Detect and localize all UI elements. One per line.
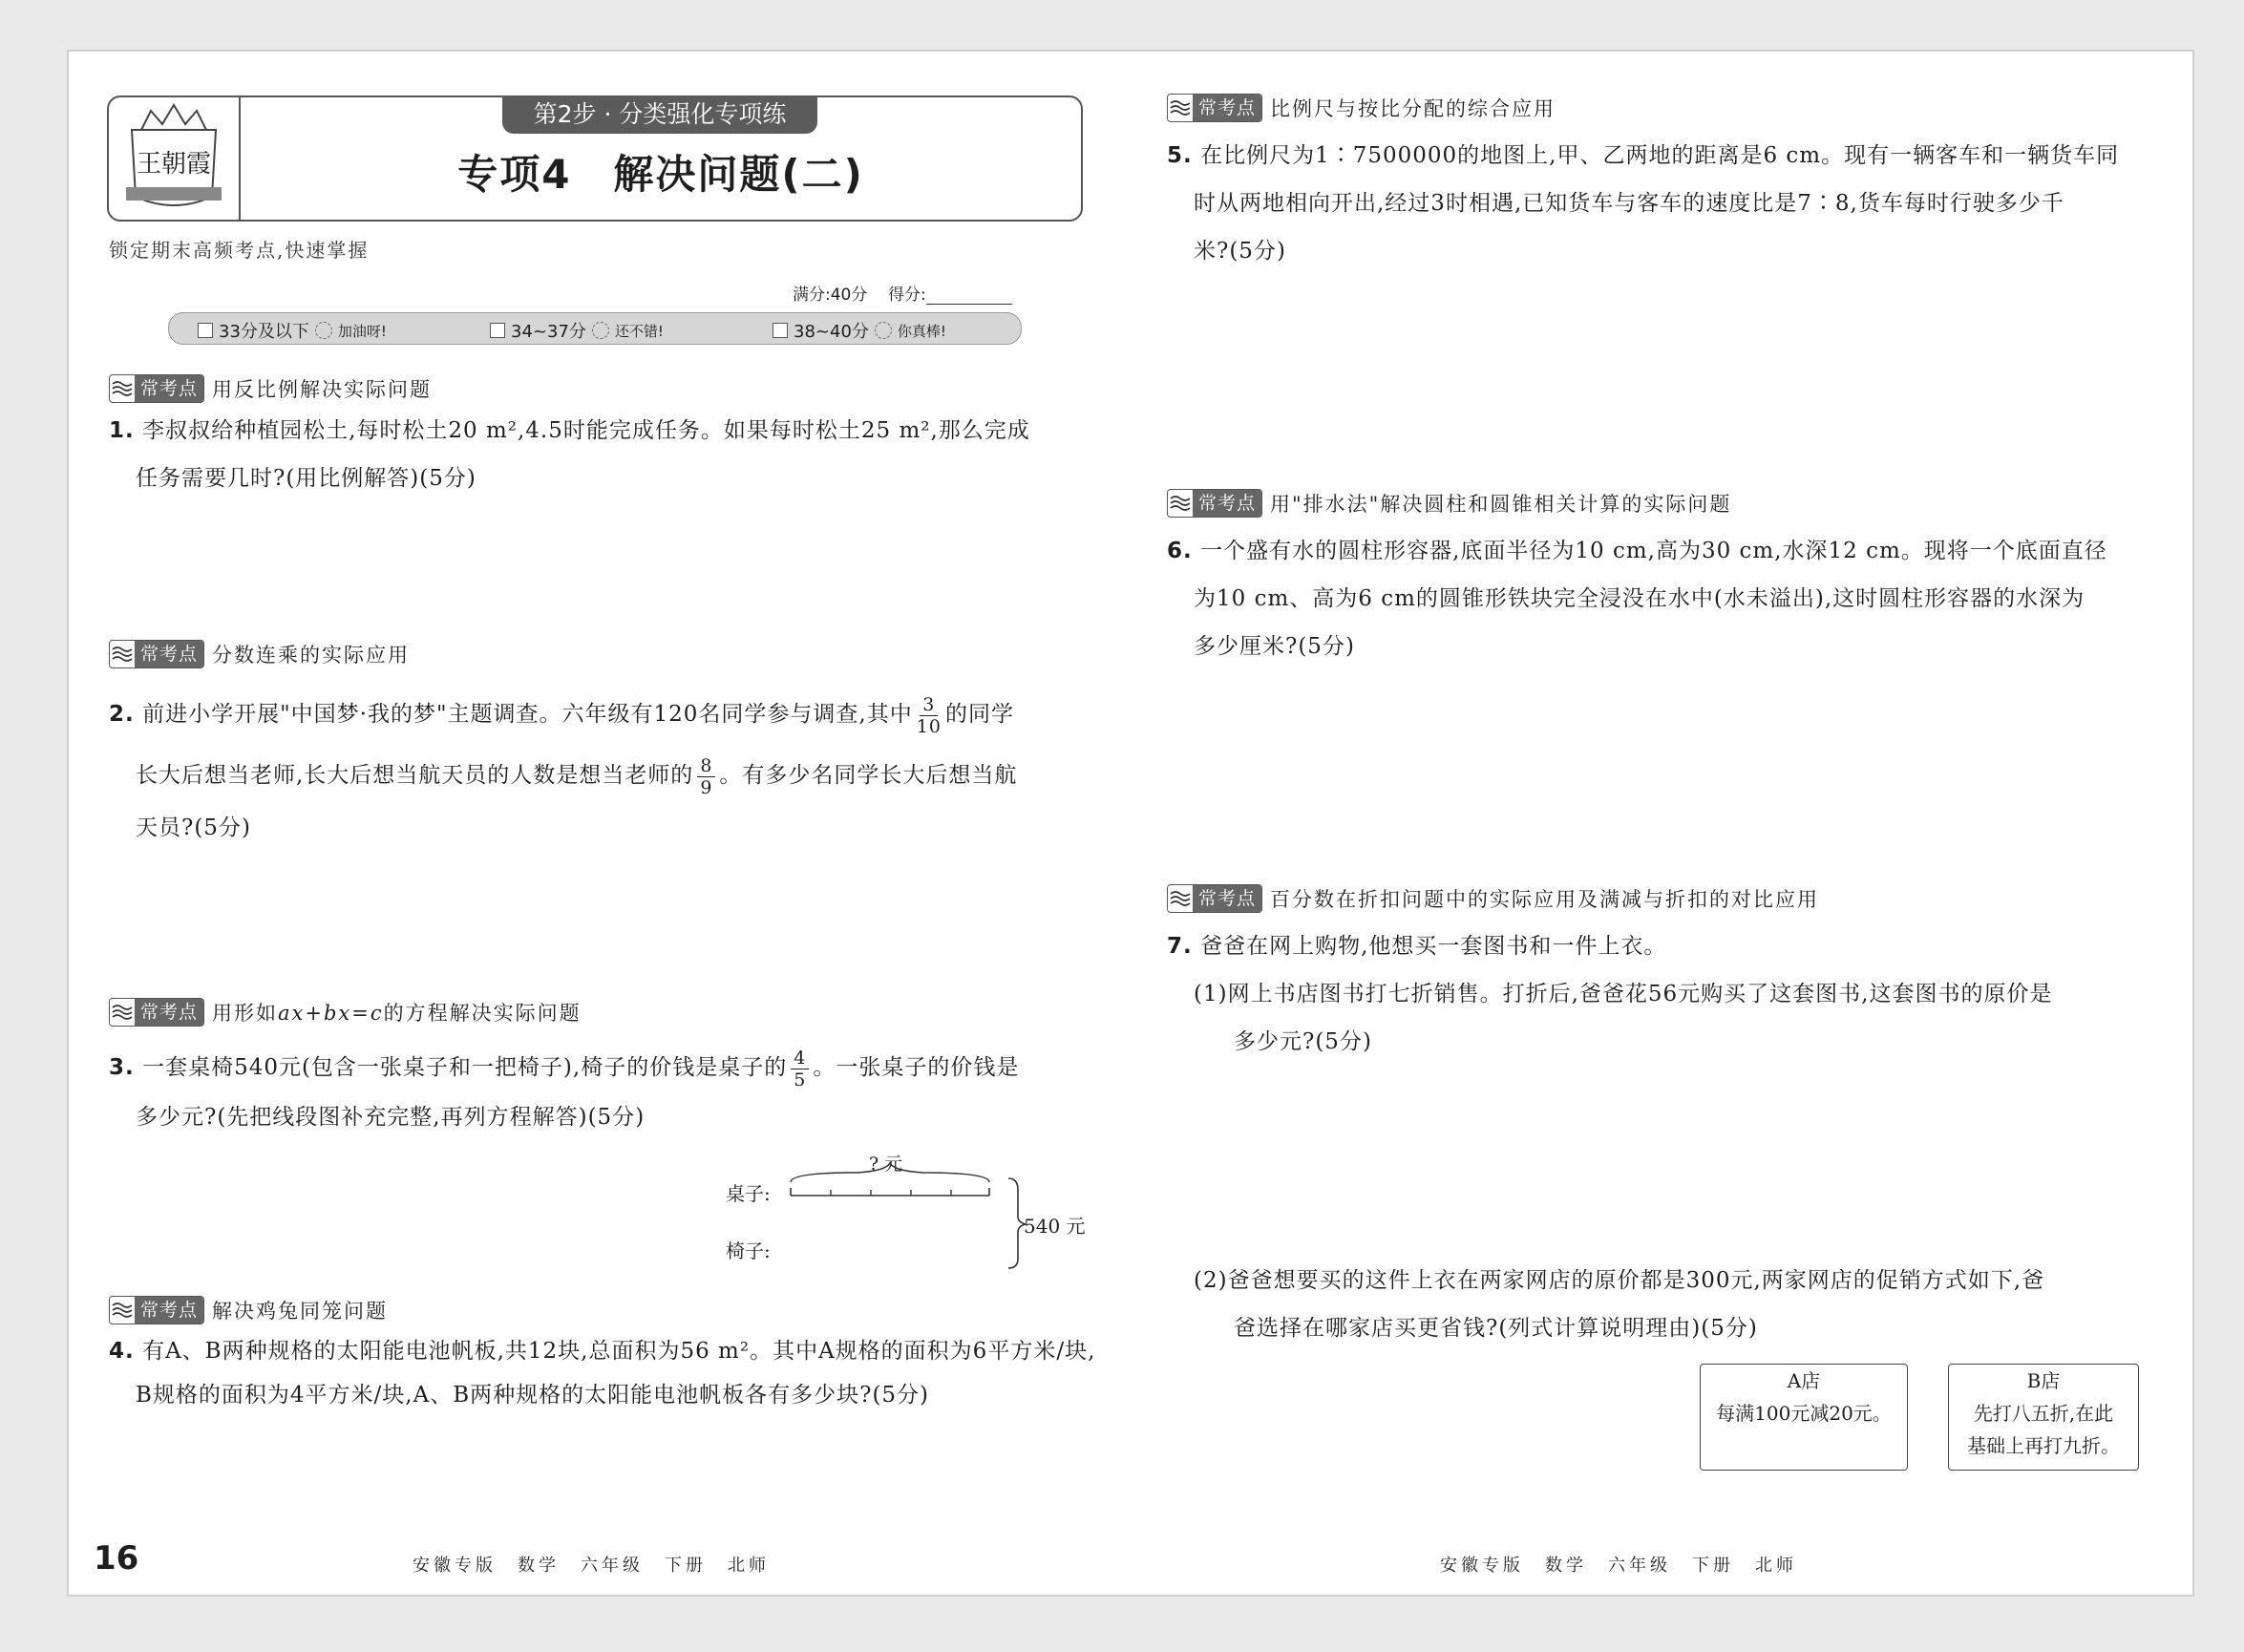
question-7-part-2: (2)爸爸想要买的这件上衣在两家网店的原价都是300元,两家网店的促销方式如下,爸 爸选择在哪家店买更省钱?(列式计算说明理由)(5分): [1194, 1268, 2045, 1341]
section-heading: [109, 998, 582, 1027]
grade-range: 38~40分: [794, 322, 869, 342]
section-heading: [109, 640, 410, 668]
wave-icon: [110, 642, 135, 667]
wave-icon: [1168, 886, 1193, 911]
page-title: 专项4 解决问题(二): [457, 151, 864, 198]
brand-logo-icon: [113, 101, 235, 214]
section-heading: [109, 374, 432, 403]
score-blank[interactable]: [926, 288, 1012, 305]
full-score: 满分:40分: [793, 286, 868, 305]
store-b-name: B店: [2026, 1369, 2061, 1392]
smiley-icon: [592, 322, 609, 339]
question-5: 5. 在比例尺为1∶7500000的地图上,甲、乙两地的距离是6 cm。现有一辆客车和一辆货车同 时从两地相向开出,经过3时相遇,已知货车与客车的速度比是7∶8,货车每时行驶多少千 米?(5分): [1167, 143, 2120, 264]
section-heading: [109, 1296, 388, 1324]
grade-cheer: 加油呀!: [337, 322, 387, 340]
section-title: 用"排水法"解决圆柱和圆锥相关计算的实际问题: [1270, 493, 1732, 516]
wave-icon: [110, 1298, 135, 1323]
footer-left: 安徽专版 数学 六年级 下册 北师: [413, 1556, 770, 1576]
grade-item: [773, 318, 946, 343]
smiley-icon: [875, 322, 892, 339]
question-4: 4. 有A、B两种规格的太阳能电池帆板,共12块,总面积为56 m²。其中A规格的面积为6平方米/块, B规格的面积为4平方米/块,A、B两种规格的太阳能电池帆板各有多少块?(5分): [109, 1339, 1096, 1408]
question-6: 6. 一个盛有水的圆柱形容器,底面半径为10 cm,高为30 cm,水深12 cm。现将一个底面直径 为10 cm、高为6 cm的圆锥形铁块完全浸没在水中(水未溢出),这时圆柱形容器的水深为 多少厘米?(5分): [1167, 539, 2107, 659]
grade-checkbox[interactable]: [198, 323, 213, 338]
store-b-promo-line2: 基础上再打九折。: [1967, 1434, 2120, 1457]
store-a-box: [1700, 1364, 1908, 1471]
question-7: 7. 爸爸在网上购物,他想买一套图书和一件上衣。 (1)网上书店图书打七折销售。打折后,爸爸花56元购买了这套图书,这套图书的原价是 多少元?(5分): [1167, 934, 2053, 1054]
store-a-name: A店: [1787, 1369, 1821, 1392]
smiley-icon: [315, 322, 332, 339]
grade-range: 34~37分: [511, 322, 586, 342]
grade-checkbox[interactable]: [773, 323, 788, 338]
key-point-tag: 常考点: [109, 1296, 204, 1324]
store-a-promo: 每满100元减20元。: [1716, 1402, 1892, 1425]
total-label: 540 元: [1024, 1215, 1086, 1238]
grade-range: 33分及以下: [219, 322, 309, 342]
section-heading: [1167, 884, 1819, 913]
wave-icon: [110, 1000, 135, 1025]
chair-segment-blank[interactable]: [791, 1249, 848, 1251]
store-b-promo-line1: 先打八五折,在此: [1973, 1402, 2114, 1425]
section-title: 用反比例解决实际问题: [212, 378, 433, 401]
page-number: 16: [94, 1539, 139, 1578]
score-label: 得分:: [887, 286, 926, 305]
grade-checkbox[interactable]: [490, 323, 505, 338]
segment-lines: [726, 1146, 1089, 1270]
section-title: 分数连乘的实际应用: [212, 644, 411, 667]
section-title: 用形如ax+bx=c的方程解决实际问题: [212, 1002, 582, 1025]
key-point-tag: 常考点: [109, 998, 204, 1027]
section-heading: [1167, 489, 1731, 518]
score-line: [793, 281, 1012, 305]
desk-label: 桌子:: [726, 1182, 771, 1205]
slogan: 锁定期末高频考点,快速掌握: [109, 239, 370, 262]
key-point-tag: 常考点: [1167, 489, 1262, 518]
logo-separator: [239, 95, 241, 220]
section-heading: [1167, 94, 1556, 122]
wave-icon: [1168, 491, 1193, 516]
footer-right: 安徽专版 数学 六年级 下册 北师: [1440, 1556, 1797, 1576]
step-tab: 第2步 · 分类强化专项练: [502, 95, 817, 134]
section-title: 解决鸡兔同笼问题: [212, 1300, 389, 1323]
grade-cheer: 还不错!: [614, 322, 664, 340]
grade-cheer: 你真棒!: [897, 322, 946, 340]
grade-item: [490, 318, 664, 343]
section-title: 比例尺与按比分配的综合应用: [1270, 97, 1556, 120]
key-point-tag: 常考点: [109, 640, 204, 668]
segment-diagram: [726, 1146, 1089, 1270]
grade-bar: [168, 312, 1022, 345]
section-title: 百分数在折扣问题中的实际应用及满减与折扣的对比应用: [1270, 888, 1820, 911]
store-b-box: [1948, 1364, 2139, 1471]
chair-label: 椅子:: [726, 1239, 771, 1262]
wave-icon: [1168, 95, 1193, 120]
key-point-tag: 常考点: [1167, 94, 1262, 122]
grade-item: [198, 318, 387, 343]
question-1: 1. 李叔叔给种植园松土,每时松土20 m²,4.5时能完成任务。如果每时松土25 m²,那么完成 任务需要几时?(用比例解答)(5分): [109, 418, 1030, 491]
wave-icon: [110, 376, 135, 401]
unknown-price-label: ? 元: [869, 1154, 903, 1175]
key-point-tag: 常考点: [109, 374, 204, 403]
question-2: 2. 前进小学开展"中国梦·我的梦"主题调查。六年级有120名同学参与调查,其中 $\frac{3}{10}$ 的同学 长大后想当老师,长大后想当航天员的人数是想当老师的 $\frac{8}{9}$ 。有多少名同学长大后想当航 天员?(5分): [109, 693, 1018, 840]
svg-text:王朝霞: 王朝霞: [136, 150, 212, 179]
question-3: 3. 一套桌椅540元(包含一张桌子和一把椅子),椅子的价钱是桌子的 $\frac{4}{5}$ 。一张桌子的价钱是 多少元?(先把线段图补充完整,再列方程解答)(5分): [109, 1047, 1020, 1130]
key-point-tag: 常考点: [1167, 884, 1262, 913]
